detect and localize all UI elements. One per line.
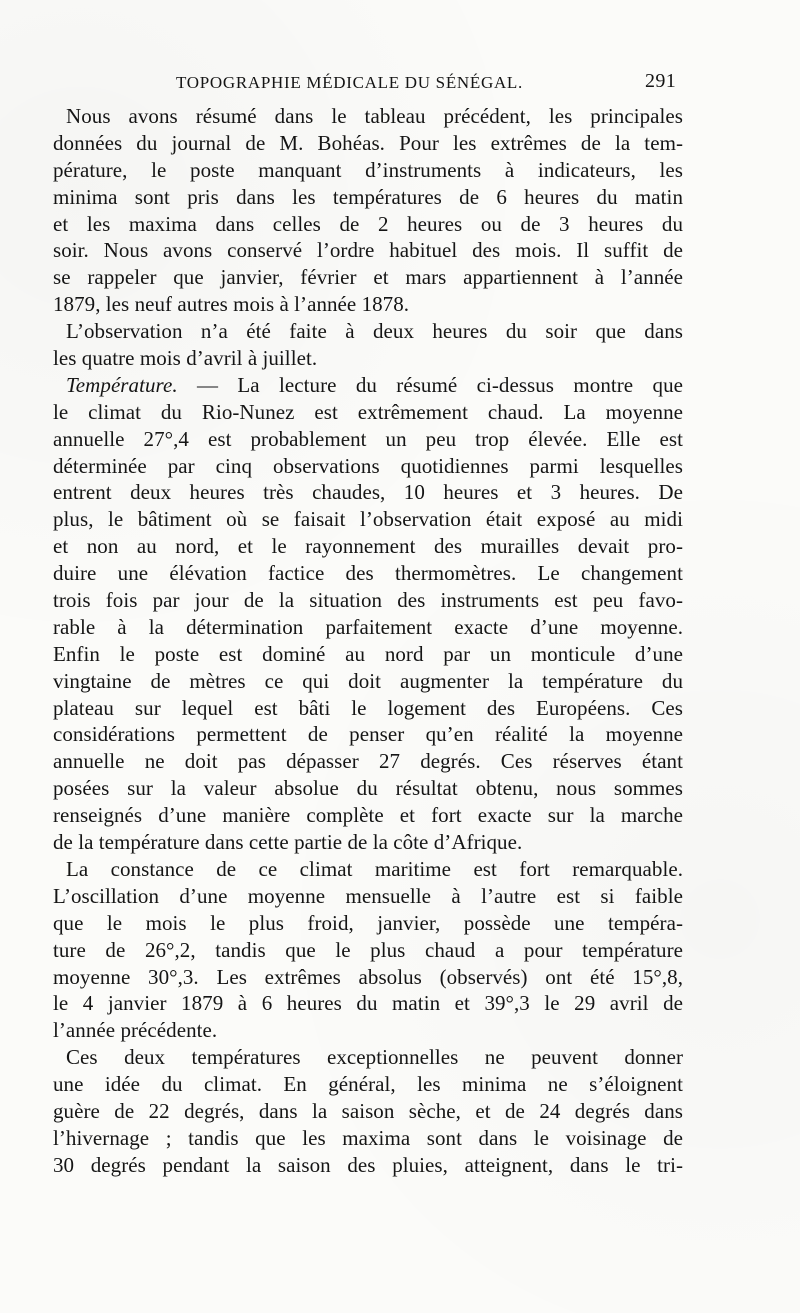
text-line-5: et les maxima dans celles de 2 heures ou de 3 heures du <box>53 211 683 236</box>
text-line-38: guère de 22 degrés, dans la saison sèche, et de 24 degrés dans <box>53 1098 683 1123</box>
text-line-13: annuelle 27°,4 est probablement un peu trop élevée. Elle est <box>53 426 683 451</box>
text-line-3: pérature, le poste manquant d’instruments à indicateurs, les <box>53 157 683 182</box>
temperature-heading: Température. <box>66 372 178 397</box>
running-head: TOPOGRAPHIE MÉDICALE DU SÉNÉGAL. <box>176 73 523 92</box>
text-line-27: renseignés d’une manière complète et fort exacte sur la marche <box>53 803 683 828</box>
text-line-2: données du journal de M. Bohéas. Pour les extrêmes de la tem- <box>53 130 683 155</box>
text-line-10: les quatre mois d’avril à juillet. <box>53 346 318 371</box>
text-line-14: déterminée par cinq observations quotidiennes parmi lesquelles <box>53 453 683 478</box>
text-line-9: L’observation n’a été faite à deux heures du soir que dans <box>66 319 683 344</box>
text-line-22: vingtaine de mètres ce qui doit augmenter la température du <box>53 668 683 693</box>
text-line-4: minima sont pris dans les températures de 6 heures du matin <box>53 184 683 209</box>
text-line-28: de la température dans cette partie de la côte d’Afrique. <box>53 830 523 855</box>
page-number: 291 <box>645 70 677 92</box>
text-line-19: trois fois par jour de la situation des instruments est peu favo- <box>53 588 683 613</box>
text-line-31: que le mois le plus froid, janvier, possède une tempéra- <box>53 910 683 935</box>
text-line-30: L’oscillation d’une moyenne mensuelle à l’autre est si faible <box>53 883 683 908</box>
text-line-12: le climat du Rio-Nunez est extrêmement chaud. La moyenne <box>53 399 683 424</box>
text-line-24: considérations permettent de penser qu’en réalité la moyenne <box>53 722 683 747</box>
text-line-18: duire une élévation factice des thermomètres. Le changement <box>53 561 683 586</box>
text-line-21: Enfin le poste est dominé au nord par un monticule d’une <box>53 641 683 666</box>
text-line-16: plus, le bâtiment où se faisait l’observation était exposé au midi <box>53 507 683 532</box>
text-line-37: une idée du climat. En général, les minima ne s’éloignent <box>53 1072 683 1097</box>
text-line-8: 1879, les neuf autres mois à l’année 1878. <box>53 292 410 317</box>
text-line-15: entrent deux heures très chaudes, 10 heures et 3 heures. De <box>53 480 683 505</box>
text-line-25: annuelle ne doit pas dépasser 27 degrés. Ces réserves étant <box>53 749 683 774</box>
temperature-heading-rest: — La lecture du résumé ci-dessus montre que <box>177 372 683 397</box>
text-line-23: plateau sur lequel est bâti le logement des Européens. Ces <box>53 695 683 720</box>
text-line-17: et non au nord, et le rayonnement des murailles devait pro- <box>53 534 683 559</box>
text-line-1: Nous avons résumé dans le tableau précédent, les principales <box>66 104 683 128</box>
body-text <box>53 103 683 1179</box>
text-line-7: se rappeler que janvier, février et mars appartiennent à l’année <box>53 265 683 290</box>
text-line-33: moyenne 30°,3. Les extrêmes absolus (observés) ont été 15°,8, <box>53 964 683 989</box>
temperature-paragraph-line-1 <box>53 372 683 399</box>
text-line-34: le 4 janvier 1879 à 6 heures du matin et 39°,3 le 29 avril de <box>53 991 683 1016</box>
text-line-29: La constance de ce climat maritime est fort remarquable. <box>66 856 683 881</box>
text-line-32: ture de 26°,2, tandis que le plus chaud a pour température <box>53 937 683 962</box>
text-line-6: soir. Nous avons conservé l’ordre habituel des mois. Il suffit de <box>53 238 683 263</box>
text-line-20: rable à la détermination parfaitement exacte d’une moyenne. <box>53 614 683 639</box>
text-line-39: l’hivernage ; tandis que les maxima sont dans le voisinage de <box>53 1125 683 1150</box>
text-line-36: Ces deux températures exceptionnelles ne peuvent donner <box>66 1045 683 1070</box>
text-line-26: posées sur la valeur absolue du résultat obtenu, nous sommes <box>53 776 683 801</box>
text-line-35: l’année précédente. <box>53 1018 218 1043</box>
text-line-40: 30 degrés pendant la saison des pluies, atteignent, dans le tri- <box>53 1152 683 1177</box>
